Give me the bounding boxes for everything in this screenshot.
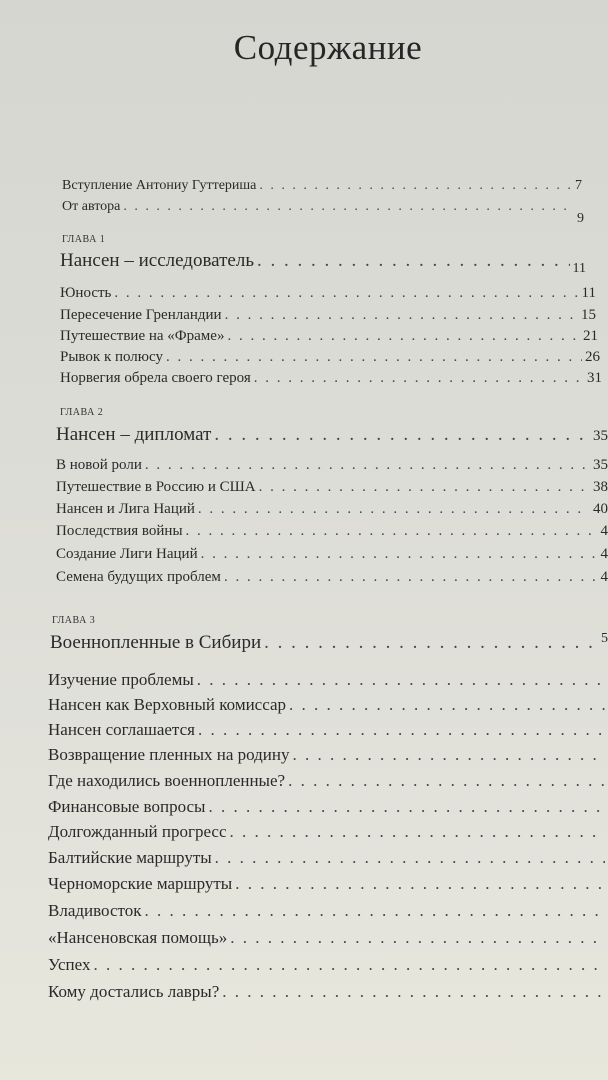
toc-entry <box>60 370 602 387</box>
toc-leader <box>208 797 605 817</box>
toc-entry-page: 9 <box>577 211 584 226</box>
toc-entry-page: 26 <box>585 349 600 365</box>
toc-entry <box>60 328 598 345</box>
toc-entry <box>48 670 608 690</box>
toc-entry-label: Кому достались лавры? <box>48 982 220 1001</box>
toc-entry <box>56 546 608 563</box>
toc-entry-label: Пересечение Гренландии <box>60 307 222 323</box>
toc-entry-page: 38 <box>593 479 608 495</box>
toc-entry-label: Балтийские маршруты <box>48 848 212 867</box>
toc-entry-page: 40 <box>593 501 608 517</box>
toc-entry-label: Путешествие на «Фраме» <box>60 328 225 344</box>
toc-entry-label: В новой роли <box>56 457 142 473</box>
toc-entry <box>56 569 608 586</box>
toc-entry-label: Путешествие в Россию и США <box>56 479 256 495</box>
toc-entry <box>62 178 582 194</box>
toc-entry-page: 4 <box>600 523 608 539</box>
toc-entry-page: 35 <box>593 428 608 444</box>
toc-leader <box>288 771 605 791</box>
chapter-title-entry <box>50 632 608 654</box>
toc-entry-page: 21 <box>583 328 598 344</box>
toc-entry-label: Где находились военнопленные? <box>48 771 286 790</box>
toc-leader <box>145 457 590 474</box>
toc-leader <box>144 901 605 921</box>
toc-entry-page: 5 <box>601 631 608 646</box>
toc-entry <box>56 457 608 474</box>
toc-entry-label: Последствия войны <box>56 523 183 539</box>
toc-leader <box>166 349 582 366</box>
toc-entry <box>48 720 608 740</box>
toc-entry <box>48 874 608 894</box>
toc-leader <box>293 745 606 765</box>
toc-entry <box>60 285 596 302</box>
toc-leader <box>214 424 590 446</box>
chapter-title: Нансен – дипломат <box>56 424 212 445</box>
toc-entry <box>48 771 608 791</box>
toc-leader <box>230 928 605 948</box>
toc-leader <box>264 632 598 654</box>
toc-entry <box>60 307 596 324</box>
toc-entry-page: 31 <box>587 370 602 386</box>
toc-entry <box>48 955 608 975</box>
toc-leader <box>259 178 572 194</box>
toc-entry <box>48 982 608 1002</box>
toc-entry-label: Семена будущих проблем <box>56 569 221 585</box>
toc-entry <box>48 928 608 948</box>
toc-leader <box>197 670 605 690</box>
toc-entry-page: 11 <box>572 261 586 276</box>
toc-entry-page: 4 <box>600 546 608 562</box>
toc-leader <box>215 848 605 868</box>
chapter-label: ГЛАВА 3 <box>52 615 96 626</box>
chapter-title-entry <box>56 424 608 446</box>
toc-entry-label: Рывок к полюсу <box>60 349 163 365</box>
toc-leader <box>186 523 598 540</box>
toc-entry <box>48 745 608 765</box>
toc-leader <box>235 874 605 894</box>
toc-entry-page: 11 <box>581 285 596 301</box>
toc-leader <box>93 955 605 975</box>
toc-leader <box>201 546 598 563</box>
toc-entry-label: Вступление Антониу Гуттериша <box>62 178 257 193</box>
toc-entry-label: Возвращение пленных на родину <box>48 745 290 764</box>
toc-entry-page: 7 <box>575 178 582 193</box>
toc-leader <box>198 501 590 518</box>
toc-entry <box>56 479 608 496</box>
toc-entry <box>56 523 608 540</box>
toc-leader <box>227 328 580 345</box>
toc-leader <box>257 250 570 272</box>
toc-entry-label: Нансен соглашается <box>48 720 195 739</box>
toc-entry-label: Финансовые вопросы <box>48 797 206 816</box>
toc-entry-label: Нансен как Верховный комиссар <box>48 695 287 714</box>
toc-entry <box>48 901 608 921</box>
toc-entry <box>60 349 600 366</box>
toc-entry-label: Создание Лиги Наций <box>56 546 198 562</box>
toc-leader <box>222 982 605 1002</box>
toc-entry <box>48 797 608 817</box>
toc-entry-label: Успех <box>48 955 91 974</box>
toc-leader <box>254 370 584 387</box>
toc-entry-label: Долгожданный прогресс <box>48 822 227 841</box>
toc-entry <box>62 199 584 226</box>
toc-entry-label: Норвегия обрела своего героя <box>60 370 251 386</box>
chapter-title: Военнопленные в Сибири <box>50 632 262 653</box>
toc-entry-page: 35 <box>593 457 608 473</box>
toc-entry-label: Юность <box>60 285 112 301</box>
toc-entry <box>48 822 608 842</box>
toc-entry-label: Нансен и Лига Наций <box>56 501 195 517</box>
toc-entry <box>56 501 608 518</box>
toc-leader <box>230 822 605 842</box>
toc-leader <box>123 199 574 215</box>
toc-entry <box>48 848 608 868</box>
toc-entry-label: Изучение проблемы <box>48 670 194 689</box>
toc-entry-page: 4 <box>600 569 608 585</box>
page-title: Содержание <box>233 28 423 67</box>
toc-leader <box>114 285 578 302</box>
chapter-title: Нансен – исследователь <box>60 250 254 271</box>
chapter-label: ГЛАВА 1 <box>62 234 106 245</box>
toc-entry-label: От автора <box>62 199 121 214</box>
toc-leader <box>224 569 598 586</box>
toc-entry-label: «Нансеновская помощь» <box>48 928 228 947</box>
toc-leader <box>198 720 605 740</box>
toc-leader <box>259 479 590 496</box>
toc-entry <box>48 695 608 715</box>
toc-entry-label: Владивосток <box>48 901 142 920</box>
toc-leader <box>289 695 605 715</box>
toc-entry-label: Черноморские маршруты <box>48 874 233 893</box>
chapter-label: ГЛАВА 2 <box>60 407 104 418</box>
toc-leader <box>225 307 578 324</box>
toc-entry-page: 15 <box>581 307 596 323</box>
chapter-title-entry <box>60 250 586 276</box>
